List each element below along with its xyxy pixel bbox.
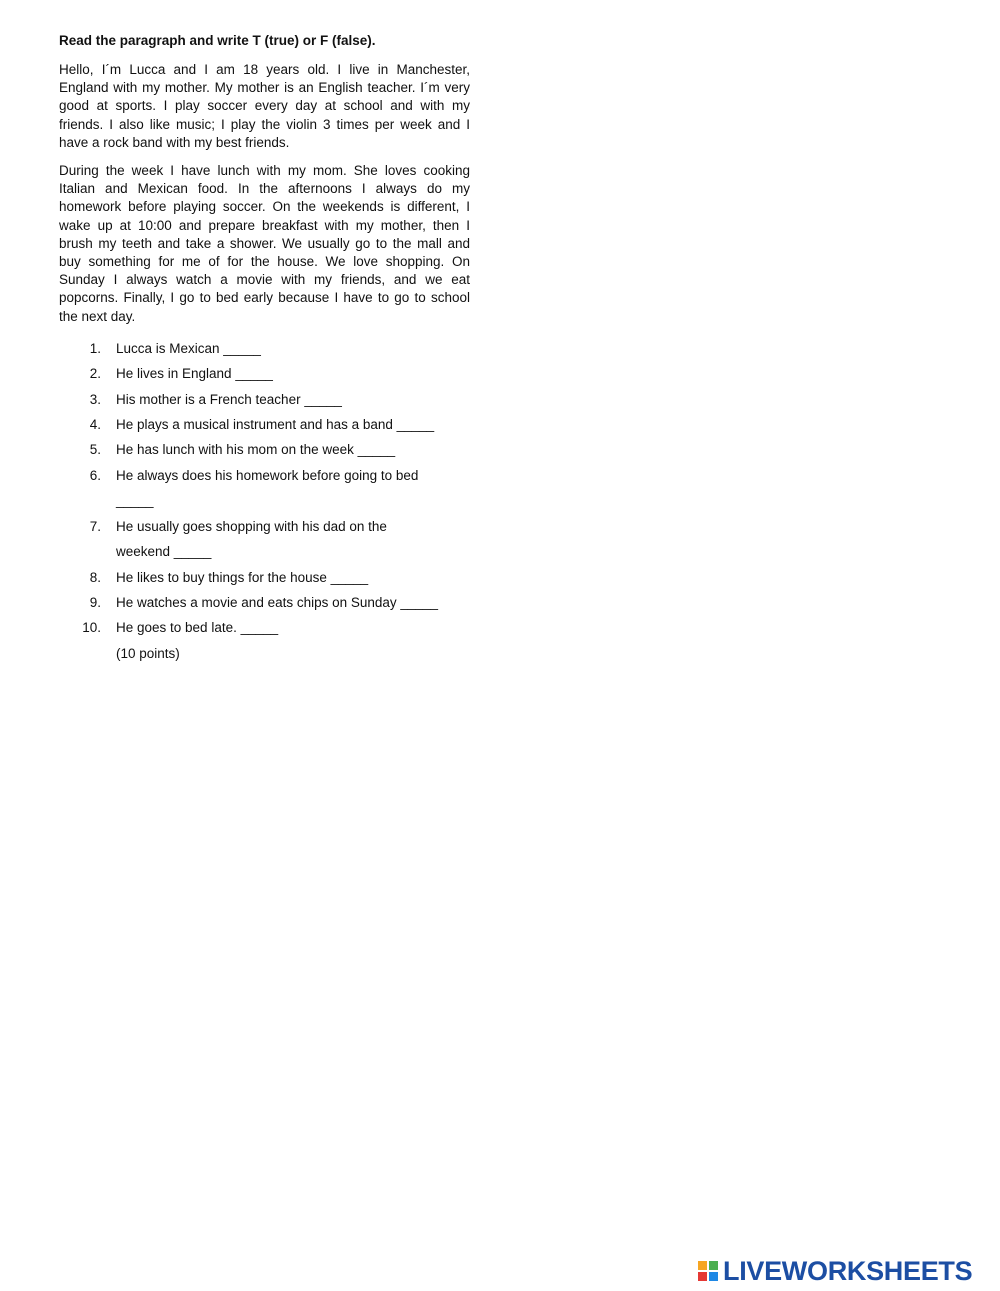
question-item xyxy=(59,615,470,640)
liveworksheets-logo-icon xyxy=(697,1260,719,1282)
logo-tile-i xyxy=(708,1260,719,1271)
reading-paragraph-2: During the week I have lunch with my mom. She loves cooking Italian and Mexican food. In the afternoons I always do my homework before playing soccer. On the weekends is different, I wake up at 10:00 and prepare breakfast with my mother, then I brush my teeth and take a shower. We usually go to the mall and buy something for me of for the house. We love shopping. On Sunday I always watch a movie with my friends, and we eat popcorns. Finally, I go to bed early because I have to go to school the next day. xyxy=(59,163,470,324)
liveworksheets-brand xyxy=(697,1256,972,1286)
question-number: 7. xyxy=(89,518,101,534)
question-number: 4. xyxy=(89,417,101,433)
logo-tile-e xyxy=(708,1271,719,1282)
reading-paragraph-1: Hello, I´m Lucca and I am 18 years old. I live in Manchester, England with my mother. My mother is an English teacher. I´m very good at sports. I play soccer every day at school and with my friends. I also like music; I play the violin 3 times per week and I have a rock band with my best friends. xyxy=(59,62,470,150)
question-number: 6. xyxy=(89,467,101,483)
question-text: Lucca is Mexican _____ xyxy=(116,340,261,356)
question-number: 1. xyxy=(89,340,101,356)
instructions-heading: Read the paragraph and write T (true) or F (false). xyxy=(59,33,376,48)
question-text: He watches a movie and eats chips on Sunday _____ xyxy=(116,594,438,610)
question-item xyxy=(59,336,470,361)
question-number: 9. xyxy=(89,594,101,610)
logo-tile-l xyxy=(697,1260,708,1271)
question-number: 5. xyxy=(89,442,101,458)
question-number: 8. xyxy=(89,569,101,585)
question-item xyxy=(59,514,470,565)
question-text: He has lunch with his mom on the week _____ xyxy=(116,442,396,458)
question-item xyxy=(59,412,470,437)
question-text: He likes to buy things for the house _____ xyxy=(116,569,369,585)
question-text: He plays a musical instrument and has a band _____ xyxy=(116,417,435,433)
liveworksheets-wordmark: LIVEWORKSHEETS xyxy=(723,1256,973,1286)
question-item xyxy=(59,387,470,412)
question-number: 2. xyxy=(89,366,101,382)
question-item xyxy=(59,437,470,462)
logo-tile-v xyxy=(697,1271,708,1282)
question-text: His mother is a French teacher _____ xyxy=(116,391,342,407)
question-text: He always does his homework before going to bed _____ xyxy=(116,467,419,509)
question-item xyxy=(59,565,470,590)
question-list xyxy=(59,336,470,641)
worksheet xyxy=(59,32,470,666)
question-number: 10. xyxy=(82,620,101,636)
question-item xyxy=(59,463,470,514)
points-note: (10 points) xyxy=(116,645,180,661)
question-text: He goes to bed late. _____ xyxy=(116,620,279,636)
question-item xyxy=(59,590,470,615)
question-item xyxy=(59,361,470,386)
question-text: He usually goes shopping with his dad on the weekend _____ xyxy=(116,518,387,560)
question-text: He lives in England _____ xyxy=(116,366,273,382)
question-number: 3. xyxy=(89,391,101,407)
